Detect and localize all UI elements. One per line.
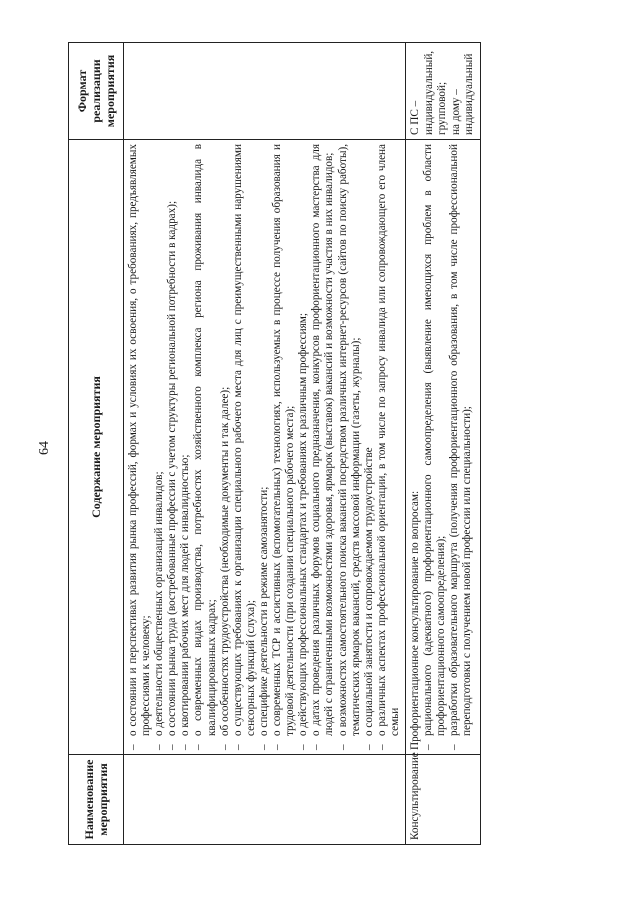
list-item-text: о действующих профессиональных стандартах и требованиях к различным профессиям; [297,313,310,736]
list-dash: – [362,744,375,750]
list-dash: – [166,744,179,750]
list-dash: – [192,744,205,750]
list-item-text: о специфике деятельности в режиме самозанятости; [257,486,270,736]
list-dash: – [218,744,231,750]
list-dash: – [179,744,192,750]
cell-measure-name: Консультирование [405,755,480,845]
list-item [376,144,402,750]
list-item [363,144,376,750]
list-dash: – [297,744,310,750]
list-dash: – [257,744,270,750]
format-line: на дому – [449,89,462,135]
page-number: 64 [37,441,52,455]
rotated-page [68,43,618,845]
content-intro: Профориентационное консультирование по вопросам: [408,490,421,750]
list-item [258,144,271,750]
list-item-text: о квотировании рабочих мест для людей с инвалидностью; [179,454,192,736]
list-item [166,144,179,750]
list-item [127,144,153,750]
list-dash: – [422,744,435,750]
list-dash: – [231,744,244,750]
list-item-text: об особенностях трудоустройства (необходимые документы и так далее); [218,386,231,736]
list-item [232,144,258,750]
list-item-text: разработки образовательного маршрута (получения профориентационного образования, в том числе профессиональной переподготовки с получением новой профессии или специальности); [448,144,474,736]
cell-measure-format [124,43,406,140]
list-item-text: о датах проведения различных форумов социального предназначения, конкурсов профориентационного мастерства для людей с ограниченными возможностями здоровья, ярмарок (выставок) вакансий и возможности участия в них инвалидов; [310,144,336,736]
list-item-text: о существующих требованиях к организации специального рабочего места для лиц с преимущественными нарушениями сенсорных функций (слуха); [231,144,257,736]
table-header-row [69,43,124,845]
list-item [219,144,232,750]
list-item [153,144,166,750]
list-item-text: о состоянии и перспективах развития рынка профессий, формах и условиях их освоения, о требованиях, предъявляемых профессиями к человеку; [127,144,153,736]
list-item-text: о состоянии рынка труда (востребованные профессии с учетом структуры региональной потребности в кадрах); [166,200,179,736]
list-item-text: о современных видах производства, потребностях хозяйственного комплекса региона проживания инвалида в квалифицированных кадрах; [192,144,218,736]
list-item-text: о социальной занятости и сопровождаемом трудоустройстве [362,447,375,736]
list-item-text: о возможностях самостоятельного поиска вакансий посредством различных интернет-ресурсов (сайтов по поиску работы), тематических ярмарок вакансий, средств массовой информации (газеты, журналы); [336,144,362,736]
header-format: Формат реализации мероприятия [69,43,124,140]
format-line: индивидуальный, [422,50,435,135]
list-item [297,144,310,750]
cell-measure-content [124,140,406,755]
list-dash: – [375,744,388,750]
list-item [337,144,363,750]
list-dash: – [336,744,349,750]
list-item-text: о деятельности общественных организаций инвалидов; [153,471,166,736]
list-dash: – [310,744,323,750]
list-dash: – [127,744,139,750]
list-item-text: о современных ТСР и ассистивных (вспомогательных) технологиях, используемых в процессе получения образования и трудовой деятельности (при создании специального рабочего места); [271,144,297,736]
list-dash: – [271,744,284,750]
header-name: Наименование мероприятия [69,755,124,845]
list-item [448,144,474,750]
list-dash: – [153,744,166,750]
cell-measure-content [405,140,480,755]
list-item-text: рационального (адекватного) профориентационного самоопределения (выявление имеющихся проблем в области профориентационного самоопределения); [422,144,448,736]
list-item-text: о различных аспектах профессиональной ориентации, в том числе по запросу инвалида или сопровождающего его члена семьи [375,144,401,736]
cell-measure-format [405,43,480,140]
measures-table [68,42,481,845]
header-content: Содержание мероприятия [69,140,124,755]
format-line: С ПС – [408,100,421,135]
list-item [310,144,336,750]
format-line: индивидуальный [463,53,476,135]
list-item [271,144,297,750]
table-row [124,43,406,845]
format-line: групповой; [436,81,449,135]
list-item [179,144,192,750]
table-row [405,43,480,845]
cell-measure-name [124,755,406,845]
list-item [422,144,448,750]
list-dash: – [448,744,461,750]
list-item [192,144,218,750]
